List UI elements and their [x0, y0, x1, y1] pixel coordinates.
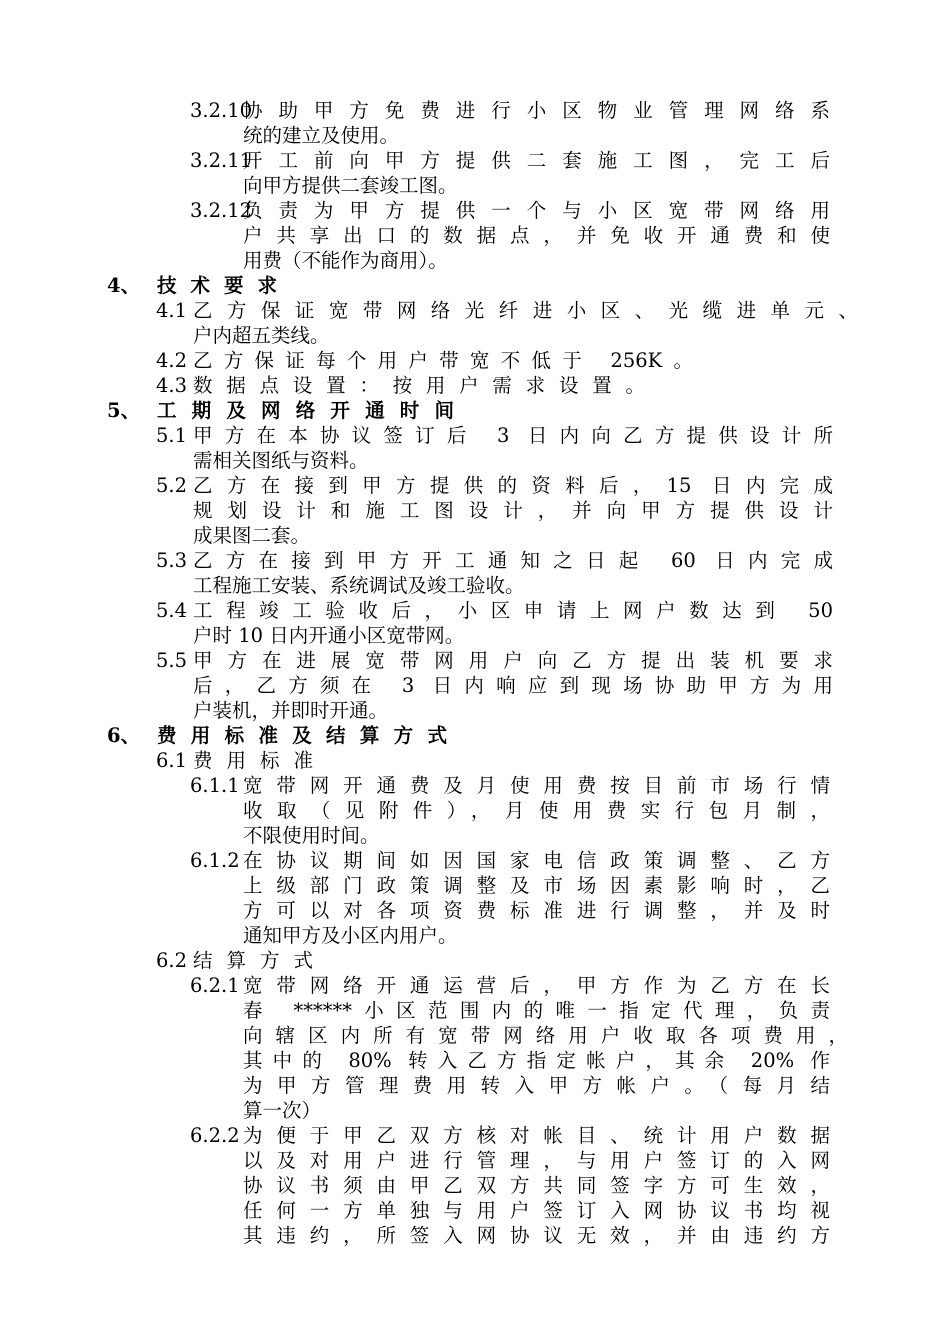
- section-title: 工期及网络开通时间: [157, 399, 454, 422]
- clause-line: 户时 10 日内开通小区宽带网。: [193, 624, 465, 647]
- clause-line: 乙方在接到甲方提供的资料后，15 日内完成: [193, 474, 833, 497]
- clause-line: 算一次）: [243, 1099, 322, 1122]
- clause-line: 统的建立及使用。: [243, 124, 400, 147]
- clause-line: 户内超五类线。: [193, 324, 330, 347]
- section-number: 5、: [107, 399, 141, 422]
- clause-line: 宽带网络开通运营后，甲方作为乙方在长: [243, 974, 830, 997]
- clause-line: 开工前向甲方提供二套施工图，完工后: [243, 149, 830, 172]
- clause-line: 协议书须由甲乙双方共同签字方可生效，: [243, 1174, 830, 1197]
- clause-line: 为甲方管理费用转入甲方帐户。（每月结: [243, 1074, 830, 1097]
- clause-line: 工程竣工验收后，小区申请上网户数达到 50: [193, 599, 833, 622]
- clause-number: 5.4: [156, 599, 188, 622]
- clause-number: 5.2: [156, 474, 188, 497]
- clause-line: 以及对用户进行管理，与用户签订的入网: [243, 1149, 830, 1172]
- clause-line: 通知甲方及小区内用户。: [243, 924, 458, 947]
- clause-line: 为便于甲乙双方核对帐目、统计用户数据: [243, 1124, 830, 1147]
- clause-number: 3.2.11: [190, 149, 253, 172]
- clause-line: 费用标准: [193, 749, 313, 772]
- section-number: 6、: [107, 724, 141, 747]
- clause-line: 协助甲方免费进行小区物业管理网络系: [243, 99, 830, 122]
- clause-number: 3.2.10: [190, 99, 253, 122]
- clause-line: 其违约，所签入网协议无效，并由违约方: [243, 1224, 830, 1247]
- clause-line: 宽带网开通费及月使用费按目前市场行情: [243, 774, 830, 797]
- section-number: 4、: [107, 274, 141, 297]
- clause-line: 任何一方单独与用户签订入网协议书均视: [243, 1199, 830, 1222]
- clause-line: 数据点设置：按用户需求设置。: [193, 374, 645, 397]
- clause-line: 乙方保证每个用户带宽不低于 256K。: [193, 349, 693, 372]
- clause-number: 6.2: [156, 949, 188, 972]
- clause-line: 结算方式: [193, 949, 313, 972]
- clause-number: 4.1: [156, 299, 188, 322]
- clause-line: 后，乙方须在 3 日内响应到现场协助甲方为用: [193, 674, 833, 697]
- clause-line: 规划设计和施工图设计，并向甲方提供设计: [193, 499, 833, 522]
- clause-number: 6.1.1: [190, 774, 240, 797]
- clause-line: 乙方在接到甲方开工通知之日起 60 日内完成: [193, 549, 833, 572]
- clause-line: 工程施工安装、系统调试及竣工验收。: [193, 574, 525, 597]
- clause-line: 负责为甲方提供一个与小区宽带网络用: [243, 199, 830, 222]
- clause-number: 6.2.2: [190, 1124, 240, 1147]
- clause-line: 向辖区内所有宽带网络用户收取各项费用，: [243, 1024, 848, 1047]
- clause-line: 乙方保证宽带网络光纤进小区、光缆进单元、: [193, 299, 858, 322]
- clause-line: 其中的 80% 转入乙方指定帐户，其余 20% 作: [243, 1049, 830, 1072]
- clause-line: 方可以对各项资费标准进行调整，并及时: [243, 899, 830, 922]
- clause-number: 5.3: [156, 549, 188, 572]
- clause-line: 需相关图纸与资料。: [193, 449, 369, 472]
- clause-number: 6.1: [156, 749, 188, 772]
- clause-line: 户共享出口的数据点，并免收开通费和使: [243, 224, 830, 247]
- clause-number: 6.2.1: [190, 974, 240, 997]
- clause-number: 6.1.2: [190, 849, 240, 872]
- clause-number: 5.5: [156, 649, 188, 672]
- clause-line: 春 ******小区范围内的唯一指定代理，负责: [243, 999, 830, 1022]
- clause-line: 不限使用时间。: [243, 824, 380, 847]
- clause-number: 3.2.12: [190, 199, 253, 222]
- clause-line: 收取（见附件），月使用费实行包月制，: [243, 799, 830, 822]
- clause-line: 甲方在本协议签订后 3 日内向乙方提供设计所: [193, 424, 833, 447]
- clause-line: 甲方在进展宽带网用户向乙方提出装机要求: [193, 649, 833, 672]
- clause-line: 在协议期间如因国家电信政策调整、乙方: [243, 849, 830, 872]
- clause-number: 4.3: [156, 374, 188, 397]
- clause-number: 5.1: [156, 424, 188, 447]
- clause-number: 4.2: [156, 349, 188, 372]
- section-title: 费用标准及结算方式: [157, 724, 447, 747]
- clause-line: 用费（不能作为商用）。: [243, 249, 448, 272]
- clause-line: 成果图二套。: [193, 524, 311, 547]
- clause-line: 户装机，并即时开通。: [193, 699, 389, 722]
- clause-line: 上级部门政策调整及市场因素影响时，乙: [243, 874, 830, 897]
- clause-line: 向甲方提供二套竣工图。: [243, 174, 458, 197]
- section-title: 技术要求: [157, 274, 277, 297]
